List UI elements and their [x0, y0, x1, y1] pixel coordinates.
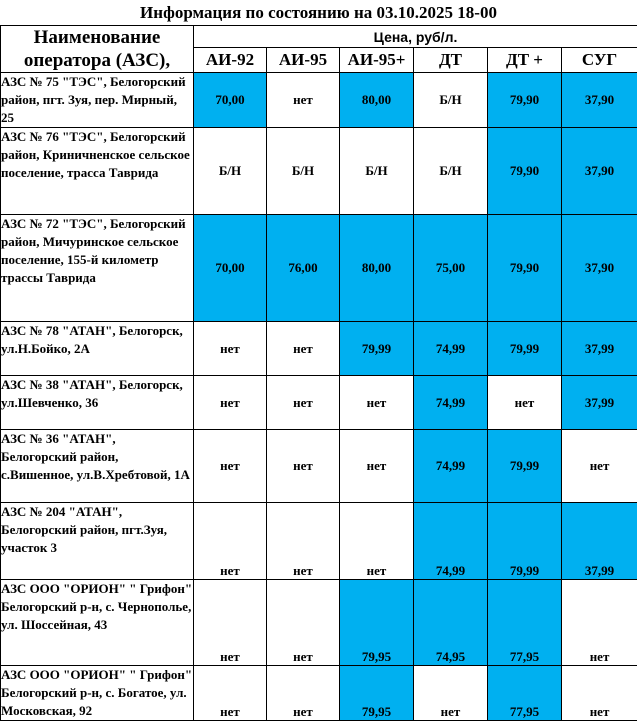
price-cell: Б/Н [414, 128, 488, 215]
price-cell: 37,99 [562, 322, 637, 376]
station-row [1, 503, 637, 580]
price-cell: нет [562, 666, 637, 721]
price-cell: 74,99 [414, 430, 488, 503]
price-cell: 37,99 [562, 376, 637, 430]
fuel-header-dtplus: ДТ + [488, 48, 562, 73]
price-cell: нет [267, 430, 340, 503]
report-title: Информация по состоянию на 03.10.2025 18-00 [140, 3, 497, 22]
price-group-header: Цена, руб/л. [194, 26, 637, 48]
price-cell: 74,99 [414, 503, 488, 580]
price-cell: нет [267, 322, 340, 376]
price-cell: 79,90 [488, 215, 562, 322]
price-cell: нет [267, 666, 340, 721]
station-name: АЗС № 78 "АТАН", Белогорск, ул.Н.Бойко, 2А [1, 322, 194, 376]
price-cell: нет [340, 430, 414, 503]
price-cell: 79,95 [340, 666, 414, 721]
station-row [1, 215, 637, 322]
price-cell: нет [194, 580, 267, 666]
station-name: АЗС № 204 "АТАН", Белогорский район, пгт.Зуя, участок 3 [1, 503, 194, 580]
price-cell: 75,00 [414, 215, 488, 322]
price-cell: 76,00 [267, 215, 340, 322]
fuel-header-ai92: АИ-92 [194, 48, 267, 73]
price-cell: 79,99 [488, 430, 562, 503]
price-cell: нет [562, 580, 637, 666]
station-name: АЗС № 76 "ТЭС", Белогорский район, Криничненское сельское поселение, трасса Таврида [1, 128, 194, 215]
fuel-header-dt: ДТ [414, 48, 488, 73]
station-row [1, 128, 637, 215]
station-name: АЗС ООО "ОРИОН" " Грифон" Белогорский р-н, с. Чернополье, ул. Шоссейная, 43 [1, 580, 194, 666]
price-cell: 37,90 [562, 73, 637, 128]
station-row [1, 666, 637, 721]
price-cell: 37,90 [562, 128, 637, 215]
price-cell: 79,90 [488, 73, 562, 128]
fuel-header-ai95: АИ-95 [267, 48, 340, 73]
station-row [1, 322, 637, 376]
price-cell: 80,00 [340, 215, 414, 322]
price-cell: Б/Н [267, 128, 340, 215]
price-cell: нет [267, 580, 340, 666]
price-cell: нет [562, 430, 637, 503]
price-cell: 74,99 [414, 322, 488, 376]
price-cell: нет [267, 376, 340, 430]
price-cell: 80,00 [340, 73, 414, 128]
station-row [1, 376, 637, 430]
fuel-header-sug: СУГ [562, 48, 637, 73]
price-cell: 37,99 [562, 503, 637, 580]
price-cell: нет [194, 503, 267, 580]
station-rows [1, 73, 637, 721]
price-cell: 77,95 [488, 580, 562, 666]
price-cell: 70,00 [194, 215, 267, 322]
price-cell: нет [194, 376, 267, 430]
fuel-price-table [0, 25, 637, 721]
price-cell: нет [340, 376, 414, 430]
price-cell: Б/Н [340, 128, 414, 215]
price-cell: 79,99 [488, 503, 562, 580]
price-cell: нет [194, 666, 267, 721]
station-row [1, 73, 637, 128]
price-cell: Б/Н [194, 128, 267, 215]
price-cell: 77,95 [488, 666, 562, 721]
station-row [1, 580, 637, 666]
station-name: АЗС № 72 "ТЭС", Белогорский район, Мичуринское сельское поселение, 155-й километр трассы Таврида [1, 215, 194, 322]
station-name: АЗС № 38 "АТАН", Белогорск, ул.Шевченко, 36 [1, 376, 194, 430]
price-cell: 79,90 [488, 128, 562, 215]
price-cell: 79,95 [340, 580, 414, 666]
station-name: АЗС ООО "ОРИОН" " Грифон" Белогорский р-н, с. Богатое, ул. Московская, 92 [1, 666, 194, 721]
price-cell: 70,00 [194, 73, 267, 128]
price-cell: нет [194, 322, 267, 376]
fuel-header-ai95plus: АИ-95+ [340, 48, 414, 73]
price-cell: 79,99 [340, 322, 414, 376]
price-cell: Б/Н [414, 73, 488, 128]
station-row [1, 430, 637, 503]
price-cell: нет [267, 503, 340, 580]
price-cell: нет [194, 430, 267, 503]
header-row-price [1, 26, 637, 48]
price-cell: нет [414, 666, 488, 721]
station-name: АЗС № 36 "АТАН", Белогорский район, с.Вишенное, ул.В.Хребтовой, 1А [1, 430, 194, 503]
price-cell: 79,99 [488, 322, 562, 376]
price-cell: нет [488, 376, 562, 430]
station-name: АЗС № 75 "ТЭС", Белогорский район, пгт. Зуя, пер. Мирный, 25 [1, 73, 194, 128]
price-cell: 74,95 [414, 580, 488, 666]
price-cell: 37,90 [562, 215, 637, 322]
price-cell: нет [340, 503, 414, 580]
price-cell: 74,99 [414, 376, 488, 430]
price-cell: нет [267, 73, 340, 128]
station-column-header: Наименование оператора (АЗС), [1, 26, 194, 73]
